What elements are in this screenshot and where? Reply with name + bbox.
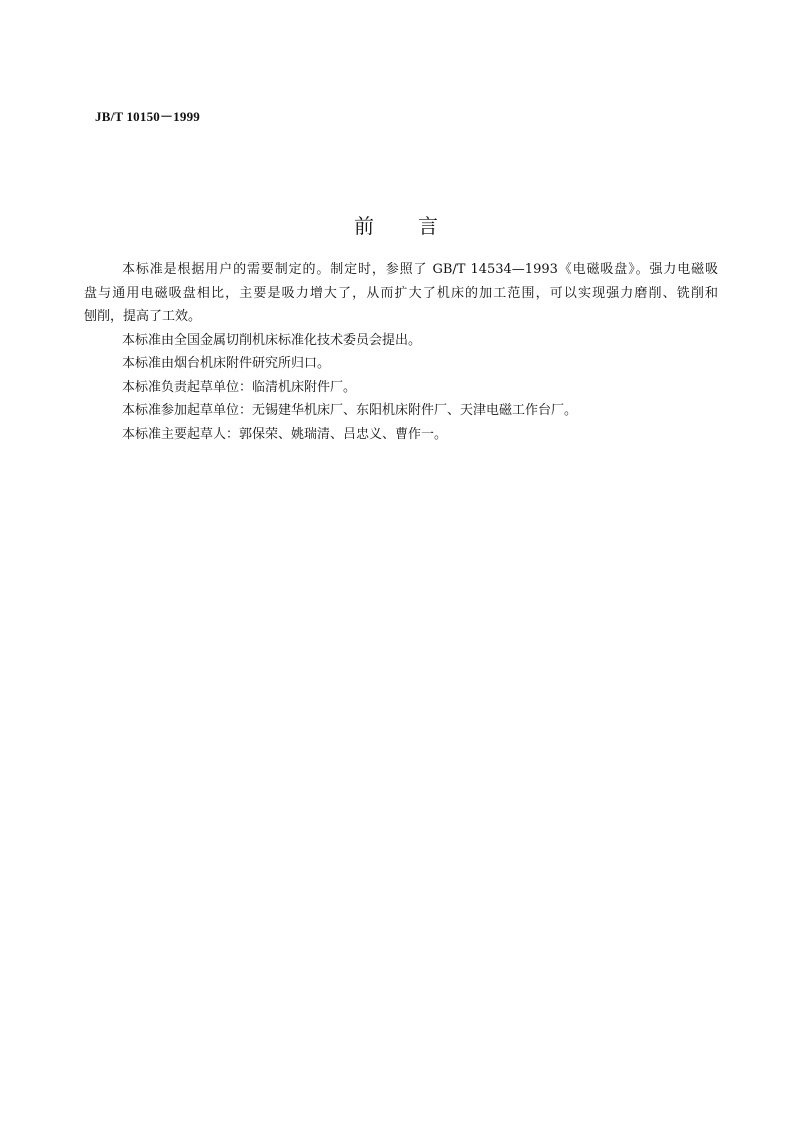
- paragraph-lead-drafter: 本标准负责起草单位：临清机床附件厂。: [122, 379, 357, 395]
- standard-number: JB/T 10150－1999: [95, 109, 200, 124]
- paragraph-purpose: [84, 258, 718, 329]
- foreword-body: [84, 258, 718, 446]
- paragraph-proposer: 本标准由全国金属切削机床标准化技术委员会提出。: [122, 332, 422, 348]
- paragraph-participating-drafters: 本标准参加起草单位：无锡建华机床厂、东阳机床附件厂、天津电磁工作台厂。: [122, 403, 578, 418]
- paragraph-line: 刨削，提高了工效。: [84, 309, 202, 324]
- page-title: [0, 210, 792, 239]
- paragraph-administrator: 本标准由烟台机床附件研究所归口。: [122, 356, 331, 371]
- paragraph-main-authors: 本标准主要起草人：郭保荣、姚瑞清、吕忠义、曹作一。: [122, 426, 448, 442]
- title-char-1: 前: [354, 214, 374, 238]
- paragraph-line: 盘与通用电磁吸盘相比，主要是吸力增大了，从而扩大了机床的加工范围，可以实现强力磨削、铣削和: [84, 285, 718, 301]
- title-char-2: 言: [418, 214, 438, 238]
- paragraph-line: 本标准是根据用户的需要制定的。制定时，参照了 GB/T 14534—1993《电磁吸盘》。强力电磁吸: [122, 262, 718, 277]
